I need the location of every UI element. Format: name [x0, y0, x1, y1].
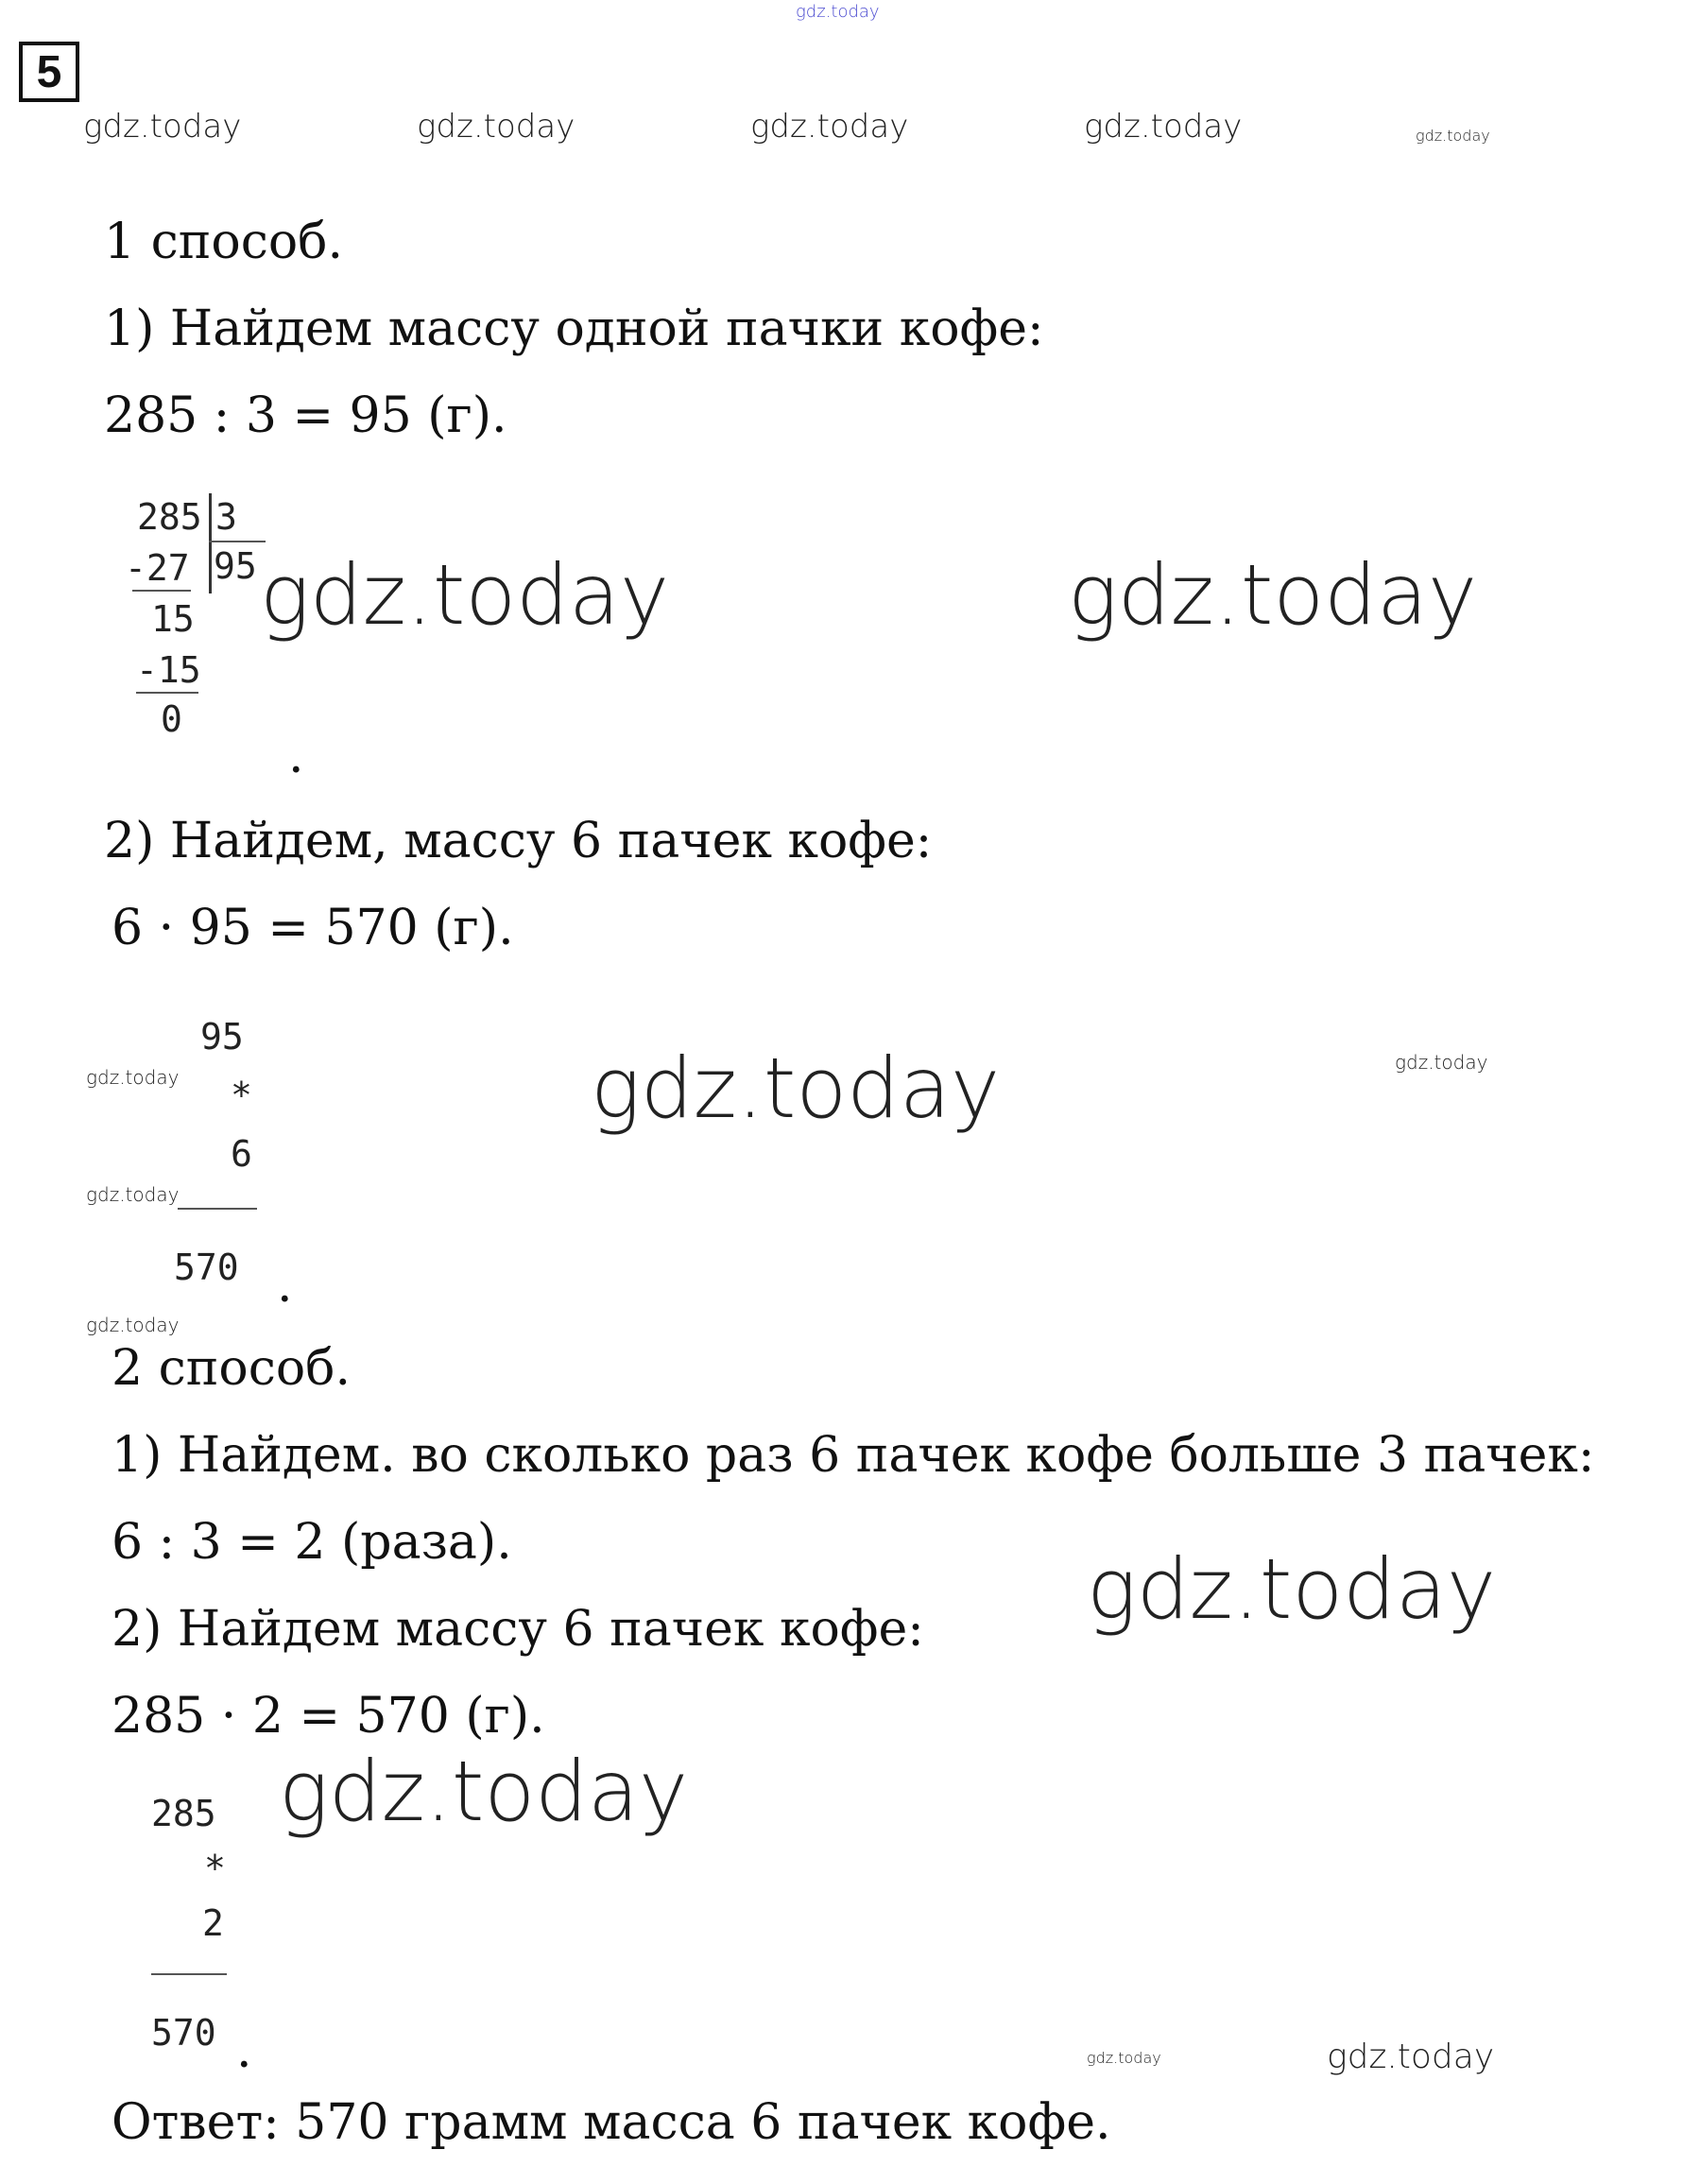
- division-bar: [209, 493, 212, 593]
- mult1-result: 570: [174, 1247, 239, 1288]
- watermark: gdz.today: [417, 108, 575, 146]
- watermark: gdz.today: [750, 108, 909, 146]
- division-subtrahend-1: -27: [125, 547, 190, 589]
- mult2-operator: *: [204, 1848, 226, 1889]
- division-divisor-line: [209, 541, 266, 542]
- watermark-large: gdz.today: [591, 1040, 1001, 1137]
- watermark: gdz.today: [83, 108, 242, 146]
- mult2-multiplicand: 285: [151, 1793, 216, 1834]
- watermark: gdz.today: [1084, 108, 1243, 146]
- mult2-dot: .: [236, 2022, 252, 2079]
- mult1-operator: *: [231, 1075, 252, 1116]
- mult1-multiplier: 6: [231, 1133, 252, 1175]
- watermark: gdz.today: [1416, 127, 1490, 145]
- division-remainder-1: 15: [151, 598, 195, 640]
- mult1-multiplicand: 95: [200, 1016, 244, 1058]
- task-number-badge: 5: [19, 42, 79, 102]
- division-divisor: 3: [215, 496, 237, 538]
- method1-eq2: 6 · 95 = 570 (г).: [112, 900, 514, 956]
- watermark-small: gdz.today: [86, 1066, 180, 1089]
- mult1-rule: [178, 1208, 257, 1210]
- division-quotient: 95: [214, 545, 257, 587]
- division-remainder-2: 0: [161, 698, 182, 740]
- answer: Ответ: 570 грамм масса 6 пачек кофе.: [112, 2094, 1111, 2151]
- mult1-dot: .: [277, 1257, 293, 1314]
- division-dividend: 285: [137, 496, 202, 538]
- watermark-large: gdz.today: [1327, 2038, 1495, 2076]
- watermark-small: gdz.today: [86, 1314, 180, 1336]
- method2-title: 2 способ.: [112, 1340, 351, 1397]
- method1-title: 1 способ.: [104, 214, 343, 270]
- method2-step2: 2) Найдем массу 6 пачек кофе:: [112, 1601, 924, 1658]
- watermark-large: gdz.today: [260, 546, 670, 644]
- method1-step1: 1) Найдем массу одной пачки кофе:: [104, 301, 1044, 357]
- mult2-multiplier: 2: [202, 1902, 224, 1944]
- method1-step2: 2) Найдем, массу 6 пачек кофе:: [104, 813, 933, 869]
- method1-eq1: 285 : 3 = 95 (г).: [104, 387, 507, 444]
- method2-eq2: 285 · 2 = 570 (г).: [112, 1688, 545, 1745]
- watermark-large: gdz.today: [1068, 546, 1478, 644]
- watermark-small: gdz.today: [1087, 2049, 1161, 2067]
- method2-step1: 1) Найдем. во сколько раз 6 пачек кофе больше 3 пачек:: [112, 1427, 1595, 1484]
- division-subtrahend-2: -15: [136, 649, 201, 691]
- watermark-large: gdz.today: [279, 1743, 689, 1840]
- method2-eq1: 6 : 3 = 2 (раза).: [112, 1514, 512, 1571]
- division-rule-2: [136, 692, 198, 694]
- watermark-small: gdz.today: [86, 1183, 180, 1206]
- watermark-large: gdz.today: [1087, 1540, 1497, 1638]
- watermark-top: gdz.today: [796, 2, 880, 22]
- mult2-result: 570: [151, 2012, 216, 2054]
- watermark-small: gdz.today: [1395, 1051, 1488, 1074]
- division-dot: .: [288, 728, 304, 784]
- mult2-rule: [151, 1973, 227, 1975]
- division-rule-1: [132, 590, 191, 592]
